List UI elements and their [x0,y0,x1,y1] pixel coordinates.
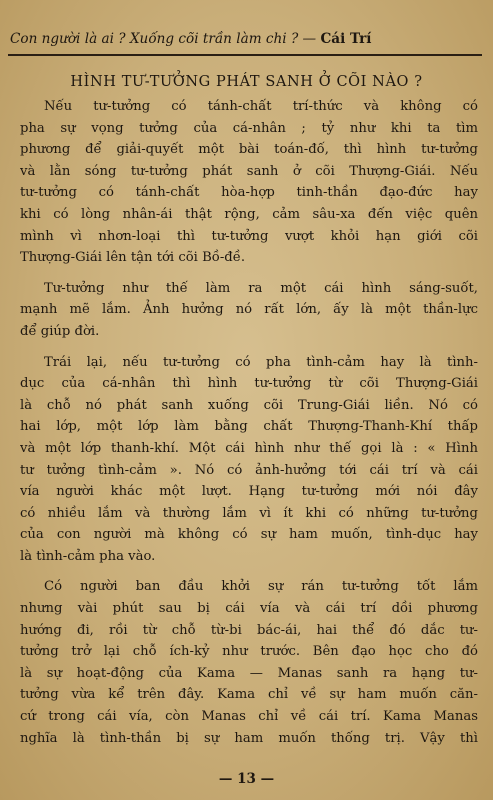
text-line: của con người mà không có sự ham muốn, tình-dục hay [20,527,478,543]
text-line: mạnh mẽ lắm. Ảnh hưởng nó rất lớn, ấy là một thần-lực [20,302,478,318]
body-text [20,96,478,749]
text-line: và một lớp thanh-khí. Một cái hình như thế gọi là : « Hình [20,440,478,456]
paragraph-4 [20,576,478,749]
text-line: hướng đi, rồi từ chỗ từ-bi bác-ái, hai thể đó dắc tư- [20,622,478,638]
paragraph-1 [20,96,478,269]
running-head-title: Con người là ai ? Xuống cõi trần làm chi ? — [10,31,317,47]
text-line: tưởng trở lại chỗ ích-kỷ như trước. Bên đạo học cho đó [20,644,478,660]
text-line: hai lớp, một lớp làm bằng chất Thượng-Thanh-Khí thấp [20,419,478,435]
text-line: tưởng vừa kể trên đây. Kama chỉ về sự ham muốn căn- [20,687,478,703]
text-line: có nhiều lắm và thường lắm vì ít khi có những tư-tưởng [20,505,478,521]
text-line: dục của cá-nhân thì hình tư-tưởng từ cõi Thượng-Giái [20,376,478,392]
text-line: khi có lòng nhân-ái thật rộng, cảm sâu-xa đến việc quên [20,206,478,222]
text-line: Thượng-Giái lên tận tới cõi Bồ-đề. [20,250,246,266]
text-line: Trái lại, nếu tư-tưởng có pha tình-cảm hay là tình- [44,354,478,370]
text-line: tư-tưởng có tánh-chất hòa-hợp tinh-thần đạo-đức hay [20,185,478,201]
text-line: nghĩa là tình-thần bị sự ham muốn thống trị. Vậy thì [20,730,478,746]
text-line: là sự hoạt-động của Kama — Manas sanh ra hạng tư- [20,665,478,681]
paragraph-2 [20,278,478,343]
text-line: Tư-tưởng như thế làm ra một cái hình sáng-suốt, [44,280,478,296]
page-number: — 13 — [218,771,275,787]
text-line: phương để giải-quyết một bài toán-đố, thì hình tư-tưởng [20,142,478,158]
running-head [10,31,480,47]
text-line: cứ trong cái vía, còn Manas chỉ về cái trí. Kama Manas [20,709,478,725]
text-line: tư tưởng tình-cảm ». Nó có ảnh-hưởng tới cái trí và cái [20,462,478,478]
text-line: mình vì nhơn-loại thì tư-tưởng vượt khỏi hạn giới cõi [20,228,478,244]
text-line: nhưng vài phút sau bị cái vía và cái trí dồi phương [20,601,478,617]
section-title: HÌNH TƯ-TƯỞNG PHÁT SANH Ở CÕI NÀO ? [70,74,423,90]
text-line: vía người khác một lượt. Hạng tư-tưởng mới nói đây [20,484,478,500]
text-line: Có người ban đầu khởi sự rán tư-tưởng tốt lắm [44,579,478,595]
text-line: là chỗ nó phát sanh xuống cõi Trung-Giái liền. Nó có [20,397,478,413]
text-line: và lằn sóng tư-tưởng phát sanh ở cõi Thượng-Giái. Nếu [20,163,478,179]
text-line: là tình-cảm pha vào. [20,548,156,564]
paragraph-3 [20,352,478,568]
running-head-author: Cái Trí [320,31,372,47]
text-line: pha sự vọng tưởng của cá-nhân ; tỷ như khi ta tìm [20,120,478,136]
header-rule [8,54,482,56]
text-line: để giúp đời. [20,323,100,339]
text-line: Nếu tư-tưởng có tánh-chất trí-thức và không có [44,99,478,114]
